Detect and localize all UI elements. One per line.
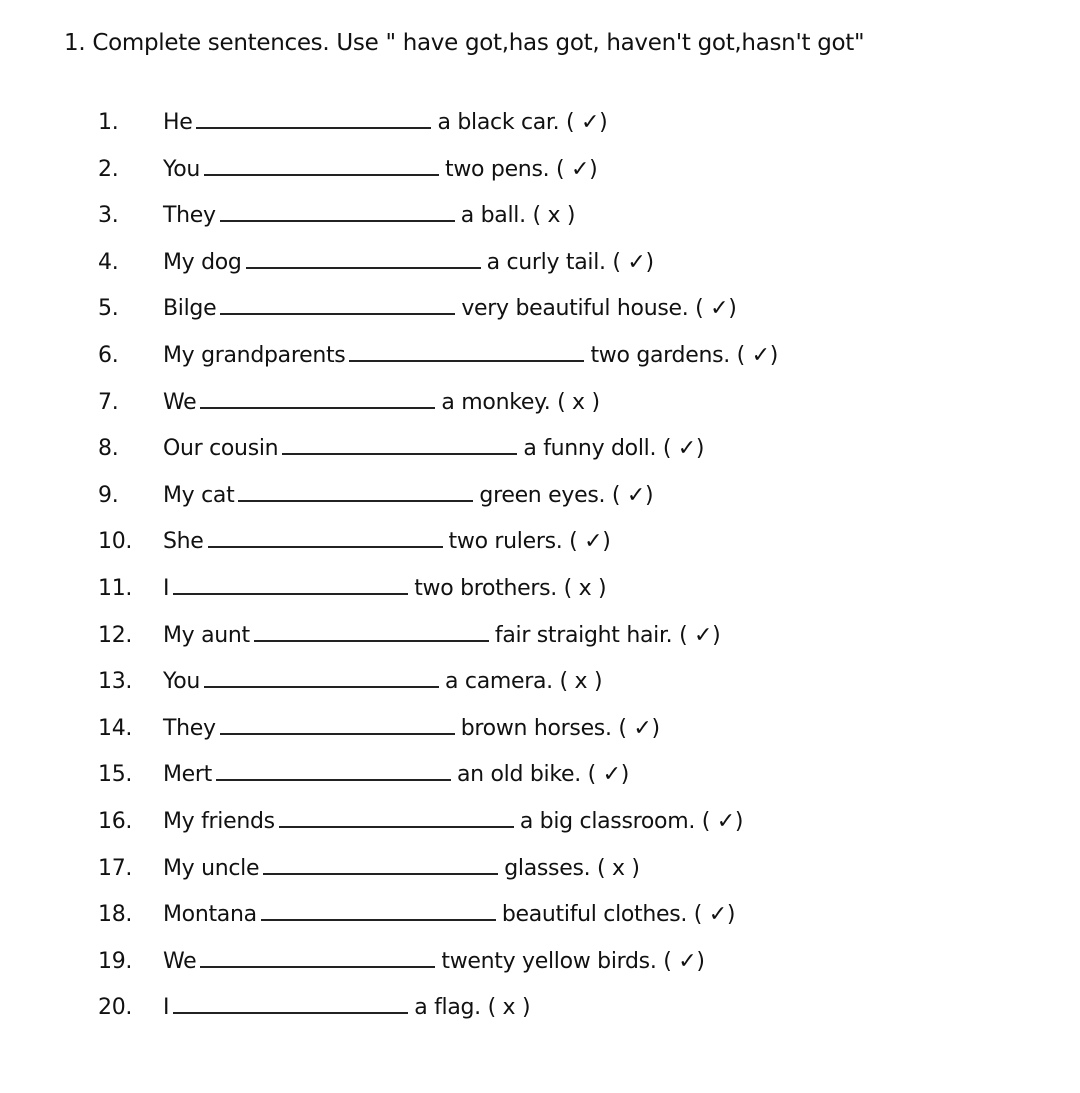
item-subject: I (163, 575, 170, 601)
answer-blank (261, 918, 496, 921)
item-number: 13. (98, 669, 133, 695)
item-number: 10. (98, 529, 133, 555)
item-number: 1. (98, 110, 119, 135)
answer-blank (238, 499, 473, 502)
item-number: 14. (98, 715, 133, 741)
answer-blank (220, 312, 455, 315)
sentence-item (98, 203, 778, 250)
exercise-title: 1. Complete sentences. Use " have got,has got, haven't got,hasn't got" (64, 30, 865, 56)
item-rest: very beautiful house. ( ✓) (461, 296, 737, 322)
sentence-item (98, 157, 778, 204)
item-subject: My friends (163, 808, 275, 834)
item-number: 18. (98, 902, 133, 928)
sentence-item (98, 343, 778, 390)
answer-blank (282, 452, 517, 455)
sentence-item (98, 856, 778, 903)
item-rest: a curly tail. ( ✓) (486, 249, 654, 275)
answer-blank (200, 965, 435, 968)
answer-blank (208, 545, 443, 548)
answer-blank (279, 825, 514, 828)
item-number: 9. (98, 482, 119, 508)
item-subject: She (163, 529, 204, 555)
item-number: 6. (98, 342, 119, 368)
item-subject: Montana (163, 902, 257, 928)
sentence-item (98, 483, 778, 530)
item-rest: a monkey. ( x ) (441, 389, 600, 415)
sentence-item (98, 436, 778, 483)
item-number: 19. (98, 948, 133, 974)
item-rest: two rulers. ( ✓) (448, 529, 611, 555)
item-number: 16. (98, 808, 133, 834)
item-subject: We (163, 389, 197, 415)
item-rest: glasses. ( x ) (504, 855, 640, 881)
sentence-item (98, 296, 778, 343)
item-rest: a ball. ( x ) (460, 203, 576, 229)
item-rest: a camera. ( x ) (445, 669, 603, 695)
item-number: 2. (98, 156, 119, 182)
item-number: 20. (98, 995, 133, 1021)
sentence-item (98, 762, 778, 809)
item-subject: Our cousin (163, 436, 279, 462)
item-rest: fair straight hair. ( ✓) (494, 622, 721, 648)
item-subject: Mert (163, 762, 212, 788)
item-number: 8. (98, 436, 119, 462)
answer-blank (204, 685, 439, 688)
answer-blank (220, 219, 455, 222)
item-rest: a big classroom. ( ✓) (519, 808, 744, 834)
sentence-item (98, 250, 778, 297)
item-number: 7. (98, 389, 119, 415)
item-subject: They (163, 715, 216, 741)
item-rest: two gardens. ( ✓) (590, 342, 779, 368)
item-subject: You (163, 156, 201, 182)
sentence-item (98, 716, 778, 763)
sentence-item (98, 669, 778, 716)
answer-blank (220, 732, 455, 735)
sentence-item (98, 110, 778, 157)
item-rest: a flag. ( x ) (414, 995, 531, 1021)
item-subject: You (163, 669, 201, 695)
answer-blank (204, 173, 439, 176)
item-rest: two pens. ( ✓) (445, 156, 598, 182)
item-rest: an old bike. ( ✓) (457, 762, 629, 788)
sentence-item (98, 809, 778, 856)
item-number: 17. (98, 855, 133, 881)
item-number: 15. (98, 762, 133, 788)
item-rest: brown horses. ( ✓) (460, 715, 660, 741)
sentence-item (98, 529, 778, 576)
sentence-item (98, 949, 778, 996)
item-rest: twenty yellow birds. ( ✓) (441, 948, 705, 974)
item-subject: My grandparents (163, 342, 346, 368)
item-subject: My aunt (163, 622, 250, 648)
item-subject: I (163, 995, 170, 1021)
answer-blank (173, 592, 408, 595)
item-subject: My uncle (163, 855, 260, 881)
sentence-item (98, 623, 778, 670)
item-rest: beautiful clothes. ( ✓) (501, 902, 736, 928)
item-rest: a funny doll. ( ✓) (523, 436, 705, 462)
answer-blank (216, 778, 451, 781)
answer-blank (349, 359, 584, 362)
item-subject: He (163, 110, 193, 135)
answer-blank (196, 126, 431, 129)
item-number: 11. (98, 575, 133, 601)
item-number: 4. (98, 249, 119, 275)
item-rest: a black car. ( ✓) (437, 110, 608, 135)
item-rest: two brothers. ( x ) (414, 575, 607, 601)
item-number: 12. (98, 622, 133, 648)
item-subject: My dog (163, 249, 242, 275)
item-number: 3. (98, 203, 119, 229)
item-subject: Bilge (163, 296, 217, 322)
item-subject: We (163, 948, 197, 974)
item-subject: My cat (163, 482, 235, 508)
answer-blank (246, 266, 481, 269)
answer-blank (173, 1011, 408, 1014)
sentence-item (98, 390, 778, 437)
item-subject: They (163, 203, 216, 229)
answer-blank (200, 406, 435, 409)
item-number: 5. (98, 296, 119, 322)
answer-blank (254, 639, 489, 642)
answer-blank (263, 872, 498, 875)
sentence-item (98, 995, 778, 1042)
sentence-item (98, 576, 778, 623)
item-rest: green eyes. ( ✓) (479, 482, 654, 508)
sentence-item (98, 902, 778, 949)
sentence-list (98, 110, 778, 1042)
